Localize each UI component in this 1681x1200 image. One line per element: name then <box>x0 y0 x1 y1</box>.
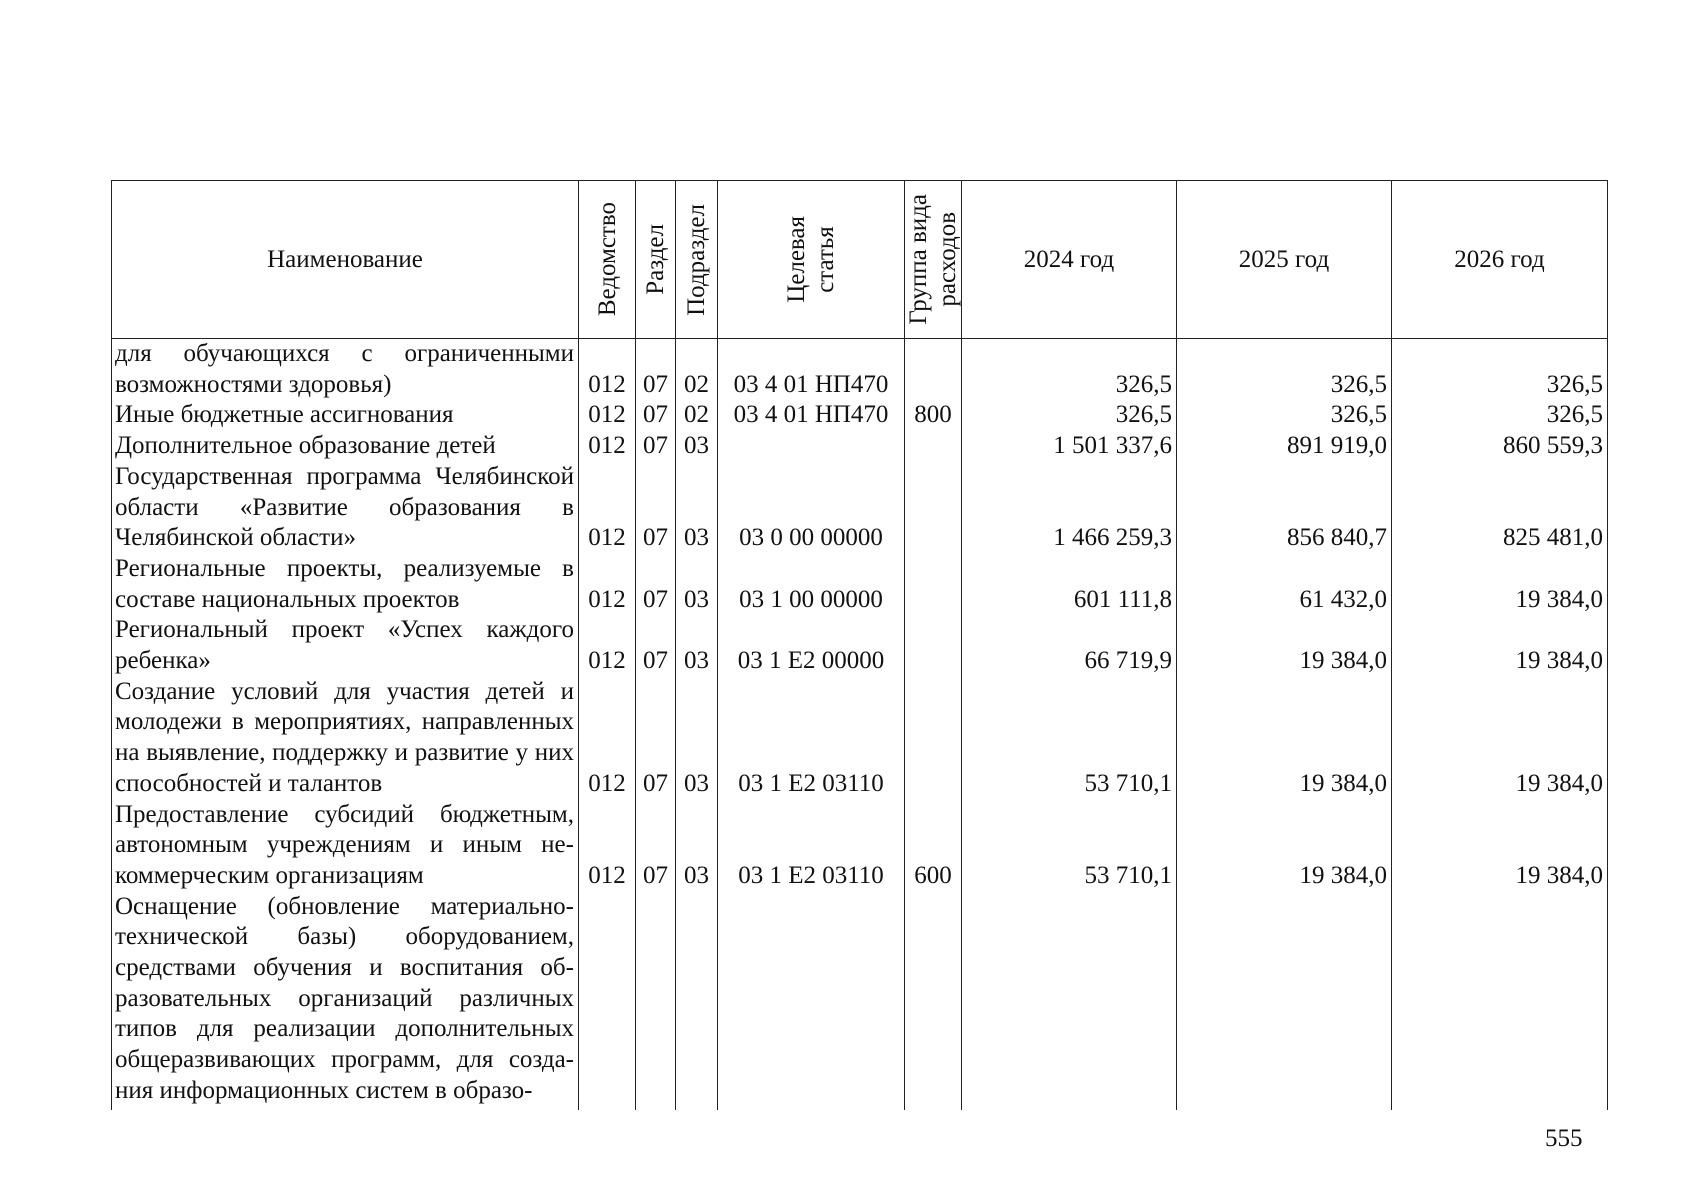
cell-gruppa-vida-rashodov: 800 <box>905 400 962 431</box>
cell-celevaya-statya: 03 0 00 00000 <box>718 462 905 554</box>
cell-celevaya-statya: 03 4 01 НП470 <box>718 339 905 401</box>
cell-2026: 19 384,0 <box>1392 677 1608 800</box>
cell-podrazdel: 03 <box>676 677 718 800</box>
cell-celevaya-statya <box>718 892 905 1107</box>
cell-2025: 856 840,7 <box>1177 462 1392 554</box>
cell-2024: 1 466 259,3 <box>962 462 1177 554</box>
header-gruppa-vida-rashodov-label: Группа вида расходов <box>905 194 961 325</box>
budget-table <box>111 180 1608 1110</box>
cell-podrazdel: 03 <box>676 800 718 892</box>
cell-name: Оснащение (обновление материально-технической базы) оборудованием, средствами обучения и воспитания образовательных организаций различных типов для реализации дополнительных общеразвивающих программ, для создания информационных систем в образо- <box>112 892 579 1107</box>
cell-gruppa-vida-rashodov <box>905 462 962 554</box>
header-year-2024: 2024 год <box>962 181 1177 339</box>
cell-2024: 53 710,1 <box>962 800 1177 892</box>
cell-podrazdel: 03 <box>676 554 718 615</box>
table-row <box>112 554 1608 615</box>
header-year-2025: 2025 год <box>1177 181 1392 339</box>
cell-podrazdel: 03 <box>676 615 718 676</box>
cell-2026: 326,5 <box>1392 339 1608 401</box>
table-row <box>112 400 1608 431</box>
cell-name: Иные бюджетные ассигнования <box>112 400 579 431</box>
cell-razdel <box>636 892 676 1107</box>
cell-podrazdel: 02 <box>676 339 718 401</box>
cell-vedomstvo: 012 <box>579 431 636 462</box>
cell-vedomstvo: 012 <box>579 339 636 401</box>
cell-razdel: 07 <box>636 677 676 800</box>
cell-name: Государственная программа Челябинской области «Развитие образования в Челябинской области» <box>112 462 579 554</box>
cell-gruppa-vida-rashodov <box>905 431 962 462</box>
cell-vedomstvo: 012 <box>579 400 636 431</box>
header-celevaya-statya-label: Целевая статья <box>783 216 839 303</box>
table-row <box>112 800 1608 892</box>
table-row <box>112 431 1608 462</box>
header-name: Наименование <box>112 181 579 339</box>
cell-name: Региональные проекты, реализуемые в составе национальных проектов <box>112 554 579 615</box>
header-celevaya-statya <box>718 181 905 339</box>
cell-2024: 53 710,1 <box>962 677 1177 800</box>
cell-2024: 326,5 <box>962 339 1177 401</box>
cell-razdel: 07 <box>636 615 676 676</box>
cell-vedomstvo: 012 <box>579 615 636 676</box>
table-row <box>112 615 1608 676</box>
table-header-row <box>112 181 1608 339</box>
header-vedomstvo-label: Ведомство <box>593 202 621 317</box>
cell-vedomstvo: 012 <box>579 800 636 892</box>
cell-celevaya-statya: 03 1 00 00000 <box>718 554 905 615</box>
table-row <box>112 677 1608 800</box>
cell-2026: 860 559,3 <box>1392 431 1608 462</box>
header-razdel <box>636 181 676 339</box>
header-gruppa-vida-rashodov <box>905 181 962 339</box>
cell-gruppa-vida-rashodov <box>905 339 962 401</box>
cell-2024: 1 501 337,6 <box>962 431 1177 462</box>
cell-gruppa-vida-rashodov: 600 <box>905 800 962 892</box>
cell-2025: 61 432,0 <box>1177 554 1392 615</box>
page-number: 555 <box>1545 1125 1583 1152</box>
header-razdel-label: Раздел <box>642 224 669 295</box>
cell-name: Дополнительное образование детей <box>112 431 579 462</box>
cell-gruppa-vida-rashodov <box>905 554 962 615</box>
cell-gruppa-vida-rashodov <box>905 892 962 1107</box>
cell-razdel: 07 <box>636 339 676 401</box>
cell-2026: 825 481,0 <box>1392 462 1608 554</box>
cell-2026 <box>1392 892 1608 1107</box>
cell-razdel: 07 <box>636 431 676 462</box>
cell-2025: 326,5 <box>1177 400 1392 431</box>
cell-2026: 19 384,0 <box>1392 800 1608 892</box>
table-body <box>112 339 1608 1110</box>
cell-vedomstvo: 012 <box>579 554 636 615</box>
header-vedomstvo <box>579 181 636 339</box>
cell-podrazdel: 03 <box>676 462 718 554</box>
cell-podrazdel: 03 <box>676 431 718 462</box>
table-row <box>112 462 1608 554</box>
cell-celevaya-statya: 03 4 01 НП470 <box>718 400 905 431</box>
cell-razdel: 07 <box>636 554 676 615</box>
cell-razdel: 07 <box>636 462 676 554</box>
cell-celevaya-statya: 03 1 Е2 00000 <box>718 615 905 676</box>
header-year-2026: 2026 год <box>1392 181 1608 339</box>
cell-2024: 326,5 <box>962 400 1177 431</box>
cell-name: Предоставление субсидий бюджетным, автономным учреждениям и иным некоммерческим организациям <box>112 800 579 892</box>
cell-vedomstvo: 012 <box>579 677 636 800</box>
cell-celevaya-statya <box>718 431 905 462</box>
cell-2025: 19 384,0 <box>1177 615 1392 676</box>
cell-2026: 19 384,0 <box>1392 615 1608 676</box>
cell-razdel: 07 <box>636 800 676 892</box>
budget-table-container <box>111 180 1607 1110</box>
table-row <box>112 339 1608 401</box>
cell-2026: 19 384,0 <box>1392 554 1608 615</box>
cell-podrazdel: 02 <box>676 400 718 431</box>
table-row <box>112 892 1608 1107</box>
cell-name: Региональный проект «Успех каждого ребенка» <box>112 615 579 676</box>
cell-podrazdel <box>676 892 718 1107</box>
cell-2025: 326,5 <box>1177 339 1392 401</box>
header-podrazdel-label: Подраздел <box>683 203 710 316</box>
cell-2024: 601 111,8 <box>962 554 1177 615</box>
cell-name: для обучающихся с ограниченными возможностями здоровья) <box>112 339 579 401</box>
cell-2024: 66 719,9 <box>962 615 1177 676</box>
cell-2025: 19 384,0 <box>1177 800 1392 892</box>
cell-2025 <box>1177 892 1392 1107</box>
cell-vedomstvo <box>579 892 636 1107</box>
cell-razdel: 07 <box>636 400 676 431</box>
cell-2024 <box>962 892 1177 1107</box>
cell-2025: 19 384,0 <box>1177 677 1392 800</box>
table-filler-row <box>112 1107 1608 1110</box>
cell-celevaya-statya: 03 1 Е2 03110 <box>718 677 905 800</box>
header-podrazdel <box>676 181 718 339</box>
cell-gruppa-vida-rashodov <box>905 677 962 800</box>
cell-2026: 326,5 <box>1392 400 1608 431</box>
cell-vedomstvo: 012 <box>579 462 636 554</box>
cell-gruppa-vida-rashodov <box>905 615 962 676</box>
cell-celevaya-statya: 03 1 Е2 03110 <box>718 800 905 892</box>
cell-name: Создание условий для участия детей и молодежи в мероприятиях, направленных на выявление, поддержку и развитие у них способностей и талантов <box>112 677 579 800</box>
cell-2025: 891 919,0 <box>1177 431 1392 462</box>
